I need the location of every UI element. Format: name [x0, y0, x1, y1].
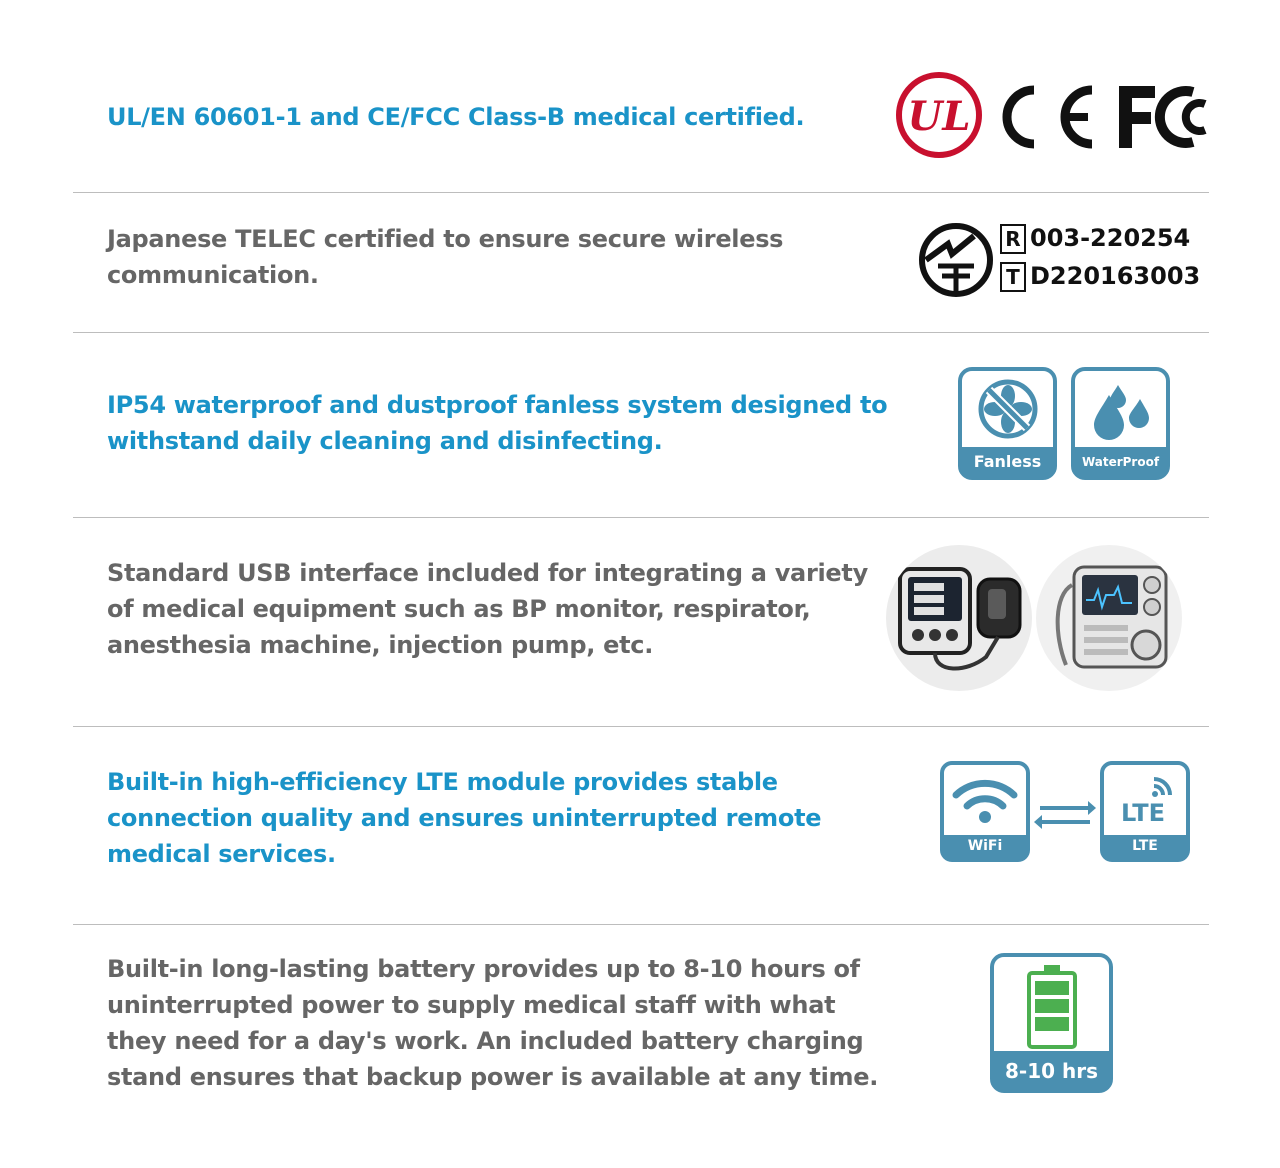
telec-r-box: R	[1000, 224, 1026, 254]
battery-text	[107, 951, 878, 1095]
battery-line-2: uninterrupted power to supply medical staff with what	[107, 991, 836, 1019]
divider-3	[73, 517, 1209, 518]
divider-5	[73, 924, 1209, 925]
ul-logo-text: UL	[907, 93, 971, 140]
usb-text	[107, 555, 868, 663]
fcc-logo-icon	[1115, 82, 1215, 152]
cert-line-1: UL/EN 60601-1 and CE/FCC Class-B medical certified.	[107, 103, 805, 131]
telec-t-box: T	[1000, 262, 1026, 292]
telec-t-number	[1000, 262, 1200, 292]
waterproof-badge	[1071, 367, 1170, 480]
fan-crossed-icon	[976, 377, 1040, 441]
battery-icon	[1027, 965, 1077, 1049]
ul-logo-icon	[894, 70, 984, 160]
ip54-text	[107, 387, 887, 459]
lte-line-2: connection quality and ensures uninterrupted remote	[107, 804, 822, 832]
telec-mark-icon	[918, 222, 994, 298]
telec-line-1: Japanese TELEC certified to ensure secure wireless	[107, 225, 784, 253]
waterproof-label: WaterProof	[1081, 455, 1160, 469]
lte-line-3: medical services.	[107, 840, 336, 868]
fanless-badge	[958, 367, 1057, 480]
respirator-image	[1036, 545, 1182, 691]
battery-line-3: they need for a day's work. An included battery charging	[107, 1027, 864, 1055]
lte-badge	[1100, 761, 1190, 862]
divider-1	[73, 192, 1209, 193]
ip54-line-1: IP54 waterproof and dustproof fanless system designed to	[107, 391, 888, 419]
telec-r-value: 003-220254	[1030, 224, 1191, 252]
lte-icon-text: LTE	[1120, 799, 1166, 827]
lte-label: LTE	[1132, 838, 1158, 854]
water-drops-icon	[1086, 377, 1156, 441]
usb-line-2: of medical equipment such as BP monitor, respirator,	[107, 595, 811, 623]
wifi-label: WiFi	[967, 838, 1003, 854]
telec-text	[107, 221, 783, 293]
battery-line-4: stand ensures that backup power is available at any time.	[107, 1063, 879, 1091]
lte-text	[107, 764, 821, 872]
divider-2	[73, 332, 1209, 333]
swap-arrows-icon	[1034, 798, 1096, 830]
lte-line-1: Built-in high-efficiency LTE module provides stable	[107, 768, 778, 796]
bp-monitor-image	[886, 545, 1032, 691]
usb-line-1: Standard USB interface included for integrating a variety	[107, 559, 868, 587]
fanless-label: Fanless	[973, 452, 1042, 471]
wifi-badge	[940, 761, 1030, 862]
battery-line-1: Built-in long-lasting battery provides up to 8-10 hours of	[107, 955, 860, 983]
usb-line-3: anesthesia machine, injection pump, etc.	[107, 631, 654, 659]
cert-text	[107, 99, 804, 135]
battery-label: 8-10 hrs	[1004, 1059, 1099, 1083]
telec-line-2: communication.	[107, 261, 319, 289]
telec-t-value: D220163003	[1030, 262, 1201, 290]
lte-signal-icon	[1110, 771, 1180, 827]
wifi-icon	[950, 773, 1020, 825]
ip54-line-2: withstand daily cleaning and disinfecting.	[107, 427, 663, 455]
divider-4	[73, 726, 1209, 727]
ce-logo-icon	[1000, 84, 1100, 150]
battery-badge	[990, 953, 1113, 1093]
telec-r-number	[1000, 224, 1190, 254]
